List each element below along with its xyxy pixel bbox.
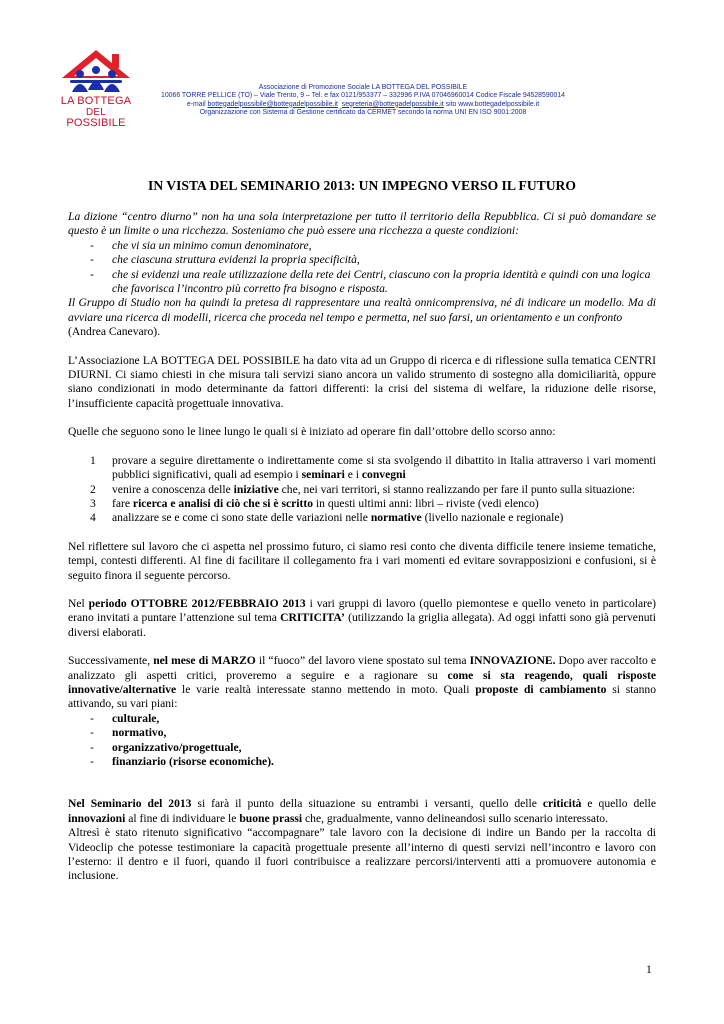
paragraph-lines: Quelle che seguono sono le linee lungo le quali si è iniziato ad operare fin dall’ottobre dello scorso anno: [68, 425, 556, 439]
letterhead-line-1: Associazione di Promozione Sociale LA BOTTEGA DEL POSSIBILE [258, 84, 468, 91]
document-title: IN VISTA DEL SEMINARIO 2013: UN IMPEGNO VERSO IL FUTURO [148, 178, 576, 193]
list-item: - organizzativo/progettuale, [68, 741, 656, 755]
list-item: 2 venire a conoscenza delle iniziative che, nei vari territori, si stanno realizzando per fare il punto sulla situazione: [90, 482, 636, 496]
document-body [68, 210, 656, 884]
logo-text [60, 96, 132, 129]
letterhead-line-4: Organizzazione con Sistema di Gestione certificato da CERMET secondo la norma UNI EN ISO 9001:2008 [199, 108, 527, 116]
list-item: - normativo, [68, 726, 656, 740]
list-item: - che ciascuna struttura evidenzi la propria specificità, [68, 253, 656, 267]
planes-list [68, 712, 656, 770]
paragraph-seminar: Nel Seminario del 2013 si farà il punto della situazione su entrambi i versanti, quello delle criticità e quello delle innovazioni al fine di individuare le buone prassi che, gradualmente, vanno delineandosi sullo scenario interessato. [68, 797, 656, 825]
quote-intro: La dizione “centro diurno” non ha una sola interpretazione per tutto il territorio della Repubblica. Ci si può domandare se questo è un limite o una ricchezza. Sosteniamo che può essere una ricchezza a queste condizioni: [68, 210, 656, 238]
logo-line-3: POSSIBILE [66, 117, 126, 129]
paragraph-intro: L’Associazione LA BOTTEGA DEL POSSIBILE ha dato vita ad un Gruppo di ricerca e di riflessione sulla tematica CENTRI DIURNI. Ci siamo chiesti in che misura tali servizi siano ancora un valido strumento di sostegno alla domiciliarità, oppure siano condizionati in modo determinante da fattori differenti: la crisi del sistema di welfare, la riduzione delle risorse, l’insufficiente capacità progettuale innovativa. [68, 353, 656, 410]
logo-house-icon [60, 48, 132, 96]
list-item: 3 fare ricerca e analisi di ciò che si è scritto in questi ultimi anni: libri – riviste (vedi elenco) [90, 496, 539, 510]
letterhead-line-3 [140, 101, 586, 109]
email-prefix: e-mail [186, 100, 208, 108]
quote-author: (Andrea Canevaro). [68, 325, 161, 339]
paragraph-reflection: Nel riflettere sul lavoro che ci aspetta nel prossimo futuro, ci siamo resi conto che diventa difficile tenere insieme tematiche, tempi, contesti differenti. Al fine di facilitare il collegamento fra i vari momenti ed evitare sovrapposizioni e confusioni, si è seguito finora il seguente percorso. [68, 539, 656, 582]
paragraph-period: Nel periodo OTTOBRE 2012/FEBBRAIO 2013 i vari gruppi di lavoro (quello piemontese e quello veneto in particolare) erano invitati a puntare l’attenzione sul tema CRITICITA’ (utilizzando la griglia allegata). Ad oggi infatti sono già pervenuti diversi elaborati. [68, 596, 657, 639]
letterhead [140, 84, 586, 117]
quote-closing: Il Gruppo di Studio non ha quindi la pretesa di rappresentare una realtà onnicomprensiva, né di indicare un modello. Ma di avviare una ricerca di modelli, ricerca che proceda nel tempo e permetta, nel suo farsi, un orientamento e un confronto [68, 296, 656, 324]
list-item: - finanziario (risorse economiche). [68, 755, 656, 769]
logo-line-1: LA BOTTEGA [60, 95, 132, 107]
list-item: 1 provare a seguire direttamente o indirettamente come si sta svolgendo il dibattito in Italia attraverso i vari momenti pubblici significativi, quali ad esempio i seminari e i convegni [90, 453, 656, 482]
paragraph-videoclip: Altresì è stato ritenuto significativo “accompagnare” tale lavoro con la decisione di indire un Bando per la raccolta di Videoclip che potesse testimoniare la capacità progettuale presente all’interno di questi servizi nell’incontro e lavoro con l’esterno: il dentro e il fuori, quando il fuori contribuisce a realizzare percorsi/interventi atti a promuovere autonomia e inclusione. [68, 826, 656, 883]
list-item: - che si evidenzi una reale utilizzazione della rete dei Centri, ciascuno con la propria identità e quindi con una logica che favorisca l’incontro più corretto fra bisogno e risposta. [68, 268, 656, 297]
logo [60, 48, 132, 148]
logo-line-2: DEL [85, 107, 107, 118]
site-text: sito www.bottegadelpossibile.it [443, 100, 540, 108]
list-item: 4 analizzare se e come ci sono state delle variazioni nelle normative (livello nazionale e regionale) [90, 511, 564, 525]
paragraph-innovation: Successivamente, nel mese di MARZO il “fuoco” del lavoro viene spostato sul tema INNOVAZIONE. Dopo aver raccolto e analizzato gli aspetti critici, proveremo a seguire e a ragionare su come si sta reagendo, quali risposte innovative/alternative le varie realtà interessate stanno mettendo in moto. Quali proposte di cambiamento si stanno attivando, su vari piani: [68, 654, 656, 711]
email-link-1[interactable]: bottegadelpossibile@bottegadelpossibile.it [207, 100, 338, 108]
page-number: 1 [646, 963, 652, 976]
list-item: - che vi sia un minimo comun denominatore, [68, 239, 656, 253]
letterhead-line-2: 10066 TORRE PELLICE (TO) – Viale Trento, 9 – Tel. e fax 0121/953377 – 332996 P.IVA 07046960014 Codice Fiscale 94528590014 [160, 92, 566, 100]
quote-list [68, 239, 656, 297]
list-item: - culturale, [68, 712, 656, 726]
numbered-list [68, 454, 656, 526]
email-link-2[interactable]: segreteria@bottegadelpossibile.it [341, 100, 444, 108]
